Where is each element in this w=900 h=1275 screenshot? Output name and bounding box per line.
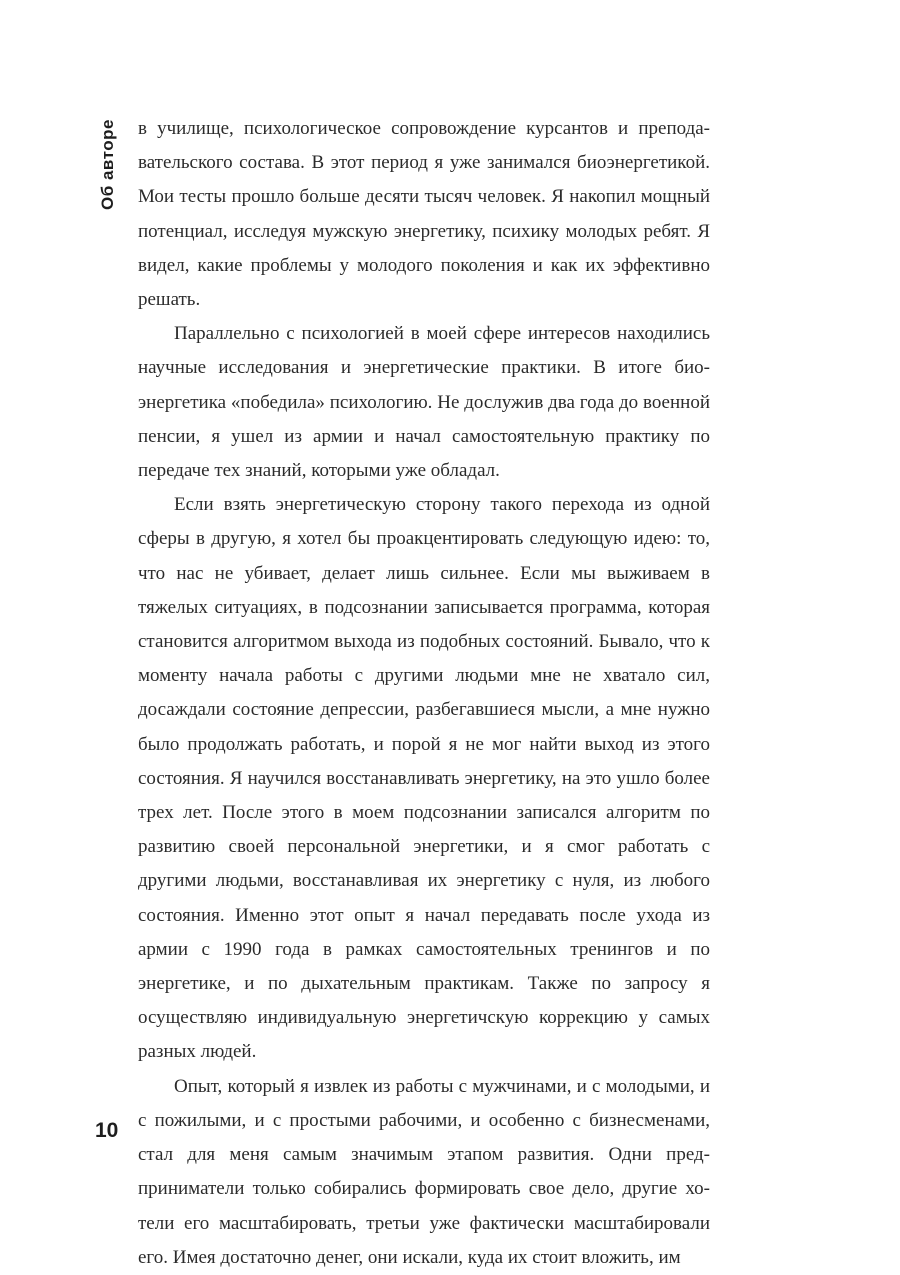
running-head: Об авторе bbox=[98, 119, 117, 210]
page-number: 10 bbox=[95, 1119, 119, 1142]
body-text bbox=[138, 112, 710, 1275]
paragraph-4: Опыт, который я извлек из работы с мужчинами, и с молодыми, и с пожилыми, и с простыми рабочими, и особенно с бизнесменами, стал для меня самым значимым этапом развития. Одни предприниматели только собирались формировать свое дело, другие хотели его масштабировать, третьи уже фактически масштабировали его. Имея достаточно денег, они искали, куда их стоит вложить, им bbox=[138, 1075, 710, 1268]
paragraph-2: Параллельно с психологией в моей сфере интересов находились научные исследования и энергетические практики. В итоге биоэнергетика «победила» психологию. Не дослужив два года до военной пенсии, я ушел из армии и начал самостоятельную практику по передаче тех знаний, которыми уже обладал. bbox=[138, 323, 710, 482]
paragraph-1: в училище, психологическое сопровождение курсантов и преподавательского состава. В этот период я уже занимался биоэнергетикой. Мои тесты прошло больше десяти тысяч человек. Я накопил мощный потенциал, исследуя мужскую энергетику, психику молодых ребят. Я видел, какие проблемы у молодого поколения и как их эффективно решать. bbox=[138, 118, 710, 311]
paragraph-3: Если взять энергетическую сторону такого перехода из одной сферы в другую, я хотел бы проакцентировать следующую идею: то, что нас не убивает, делает лишь сильнее. Если мы выживаем в тяжелых ситуациях, в подсознании записывается программа, которая становится алгоритмом выхода из подобных состояний. Бывало, что к моменту начала работы с другими людьми мне не хватало сил, досаждали состояние депрессии, разбегавшиеся мысли, а мне нужно было продолжать работать, и порой я не мог найти выход из этого состояния. Я научился восстанавливать энергетику, на это ушло более трех лет. После этого в моем подсознании записался алгоритм по развитию своей персональной энергетики, и я смог работать с другими людьми, восстанавливая их энергетику с нуля, из любого состояния. Именно этот опыт я начал передавать после ухода из армии с 1990 года в рамках самостоятельных тренингов и по энергетике, и по дыхательным практикам. Также по запросу я осуществляю индивидуальную энергетичскую коррекцию у самых разных людей. bbox=[138, 494, 710, 1063]
